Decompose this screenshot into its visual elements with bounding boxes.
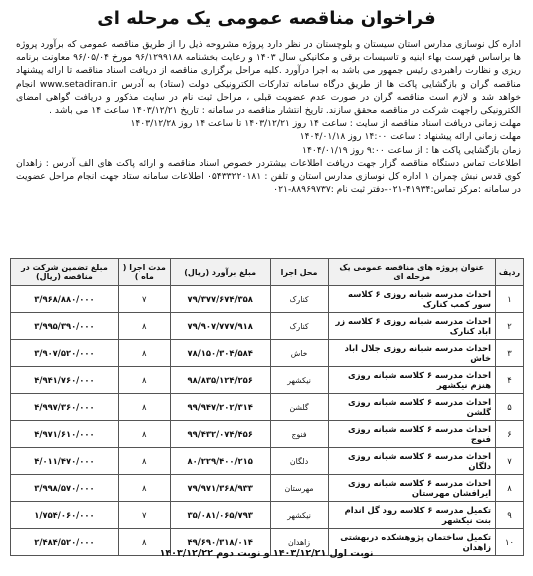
- row-number: ۵: [496, 394, 524, 421]
- project-title: تکمیل ساختمان پژوهشکده دربهشتی زاهدان: [328, 529, 496, 556]
- project-guarantee: ۴/۰۱۱/۴۷۰/۰۰۰: [11, 448, 119, 475]
- project-guarantee: ۴/۹۹۷/۳۶۰/۰۰۰: [11, 394, 119, 421]
- project-estimate: ۸۰/۲۲۹/۴۰۰/۲۱۵: [170, 448, 270, 475]
- project-title: احداث مدرسه ۶ کلاسه شبانه روزی دلگان: [328, 448, 496, 475]
- table-row: [11, 421, 524, 448]
- project-title: احداث مدرسه ۶ کلاسه شبانه روزی هنزم نیکشهر: [328, 367, 496, 394]
- project-location: کنارک: [270, 286, 328, 313]
- table-row: [11, 340, 524, 367]
- document-deadline: مهلت زمانی دریافت اسناد مناقصه از سایت : ساعت ۱۴ روز ۱۴۰۳/۱۲/۲۱ تا ساعت ۱۴ روز ۱۴۰۳/۱۲/۲۸: [130, 118, 521, 130]
- project-estimate: ۹۹/۴۳۲/۰۷۴/۴۵۶: [170, 421, 270, 448]
- opening-time: زمان بازگشایی پاکت ها : از ساعت ۹:۰۰ روز ۱۴۰۴/۰۱/۱۹: [302, 144, 521, 156]
- publication-dates: نوبت اول ۱۴۰۳/۱۲/۲۱ و نوبت دوم ۱۴۰۳/۱۲/۲۲: [159, 548, 374, 559]
- row-number: ۱۰: [496, 529, 524, 556]
- project-title: احداث مدرسه شبانه روزی ۶ کلاسه زر اباد کنارک: [328, 313, 496, 340]
- contact-info: اطلاعات تماس دستگاه مناقصه گزار جهت دریافت اطلاعات بیشتردر خصوص اسناد مناقصه و ارائه پاکت های الف آدرس : زاهدان کوی قدس نبش چمران ۱ اداره کل نوسازی مدارس استان و تلفن : ۰۵۴۳۳۲۲۰۱۸۱ اطلاعات سامانه ستاد جهت انجام مراحل عضویت در سامانه :مرکز تماس:۴۱۹۳۴-۰۲۱-دفتر ثبت نام :۸۸۹۶۹۷۳۷-۰۲۱: [16, 157, 522, 196]
- project-duration: ۸: [118, 448, 170, 475]
- project-location: نیکشهر: [270, 367, 328, 394]
- table-row: [11, 286, 524, 313]
- notice-body: [16, 38, 521, 196]
- project-guarantee: ۲/۴۸۴/۵۲۰/۰۰۰: [11, 529, 119, 556]
- project-title: احداث مدرسه ۶ کلاسه شبانه روزی فنوج: [328, 421, 496, 448]
- project-guarantee: ۴/۹۴۱/۷۶۰/۰۰۰: [11, 367, 119, 394]
- project-duration: ۷: [118, 502, 170, 529]
- row-number: ۶: [496, 421, 524, 448]
- header-duration: مدت اجرا ( ماه ): [118, 259, 170, 286]
- intro-paragraph: اداره کل نوسازی مدارس استان سیستان و بلوچستان در نظر دارد پروژه مشروحه ذیل را از طریق مناقصه عمومی که برآورد پروژه ها براساس فهرست بهاء ابنیه و تاسیسات برقی و مکانیکی سال ۱۴۰۳ و رعایت بخشنامه ۹۶/۱۲۹۹۱۸۸ مورخ ۹۶/۰۵/۰۴ معاونت برنامه ریزی و نظارت راهبردی رئیس جمهور می باشد به اجرا درآورد .کلیه مراحل برگزاری مناقصه از دریافت اسناد مناقصه تا ارائه پیشنهاد مناقصه گران و بازگشایی پاکت ها از طریق درگاه سامانه تدارکات الکترونیکی دولت (ستاد) به آدرس www.setadiran.ir انجام خواهد شد و لازم است مناقصه گران در صورت عدم عضویت قبلی ، مراحل ثبت نام در سایت مذکور و دریافت گواهی امضای الکترونیکی راجهت شرکت در مناقصه محقق سازند. تاریخ انتشار مناقصه در سامانه : تاریخ ۱۴۰۳/۱۲/۲۱ ساعت ۱۴ می باشد .: [16, 39, 521, 117]
- project-guarantee: ۴/۹۷۱/۶۱۰/۰۰۰: [11, 421, 119, 448]
- project-location: فنوج: [270, 421, 328, 448]
- project-estimate: ۷۹/۹۰۷/۷۷۷/۹۱۸: [170, 313, 270, 340]
- project-location: نیکشهر: [270, 502, 328, 529]
- project-duration: ۸: [118, 313, 170, 340]
- proposal-deadline: مهلت زمانی ارائه پیشنهاد : ساعت ۱۴:۰۰ روز ۱۴۰۴/۰۱/۱۸: [299, 131, 521, 143]
- project-location: مهرستان: [270, 475, 328, 502]
- project-duration: ۸: [118, 367, 170, 394]
- projects-table: [10, 258, 524, 556]
- row-number: ۸: [496, 475, 524, 502]
- header-estimate: مبلغ برآورد (ریال): [170, 259, 270, 286]
- project-title: احداث مدرسه شبانه روزی جلال اباد خاش: [328, 340, 496, 367]
- project-duration: ۸: [118, 421, 170, 448]
- project-guarantee: ۱/۷۵۴/۰۶۰/۰۰۰: [11, 502, 119, 529]
- notice-title: فراخوان مناقصه عمومی یک مرحله ای: [97, 8, 436, 29]
- table-row: [11, 475, 524, 502]
- row-number: ۹: [496, 502, 524, 529]
- project-estimate: ۳۵/۰۸۱/۰۶۵/۷۹۳: [170, 502, 270, 529]
- project-estimate: ۴۹/۶۹۰/۳۱۸/۰۱۴: [170, 529, 270, 556]
- project-location: گلشن: [270, 394, 328, 421]
- project-location: دلگان: [270, 448, 328, 475]
- project-estimate: ۹۸/۸۳۵/۱۲۴/۲۵۶: [170, 367, 270, 394]
- row-number: ۷: [496, 448, 524, 475]
- project-title: احداث مدرسه ۶ کلاسه شبانه روزی گلشن: [328, 394, 496, 421]
- project-guarantee: ۳/۹۹۵/۳۹۰/۰۰۰: [11, 313, 119, 340]
- table-row: [11, 367, 524, 394]
- table-header-row: [11, 259, 524, 286]
- project-location: زاهدان: [270, 529, 328, 556]
- header-row-number: ردیف: [496, 259, 524, 286]
- table-row: [11, 448, 524, 475]
- project-location: خاش: [270, 340, 328, 367]
- project-duration: ۸: [118, 475, 170, 502]
- row-number: ۲: [496, 313, 524, 340]
- project-guarantee: ۳/۹۹۸/۵۷۰/۰۰۰: [11, 475, 119, 502]
- project-title: احداث مدرسه شبانه روزی ۶ کلاسه سور کمب کنارک: [328, 286, 496, 313]
- project-guarantee: ۳/۹۰۷/۵۲۰/۰۰۰: [11, 340, 119, 367]
- project-guarantee: ۳/۹۶۸/۸۸۰/۰۰۰: [11, 286, 119, 313]
- project-estimate: ۹۹/۹۴۷/۲۰۲/۳۱۴: [170, 394, 270, 421]
- header-location: محل اجرا: [270, 259, 328, 286]
- table-row: [11, 502, 524, 529]
- project-estimate: ۷۸/۱۵۰/۳۰۴/۵۸۴: [170, 340, 270, 367]
- project-title: احداث مدرسه ۶ کلاسه شبانه روزی ایرافشان مهرستان: [328, 475, 496, 502]
- row-number: ۳: [496, 340, 524, 367]
- table-row: [11, 313, 524, 340]
- header-project-title: عنوان پروژه های مناقصه عمومی یک مرحله ای: [328, 259, 496, 286]
- table-row: [11, 394, 524, 421]
- row-number: ۴: [496, 367, 524, 394]
- project-title: تکمیل مدرسه ۶ کلاسه رود گل اندام بنت نیکشهر: [328, 502, 496, 529]
- project-estimate: ۷۹/۹۷۱/۳۶۸/۹۳۳: [170, 475, 270, 502]
- project-duration: ۸: [118, 394, 170, 421]
- project-duration: ۸: [118, 529, 170, 556]
- header-guarantee: مبلغ تضمین شرکت در مناقصه (ریال): [11, 259, 119, 286]
- row-number: ۱: [496, 286, 524, 313]
- project-duration: ۸: [118, 340, 170, 367]
- project-location: کنارک: [270, 313, 328, 340]
- project-estimate: ۷۹/۳۷۷/۶۷۴/۳۵۸: [170, 286, 270, 313]
- project-duration: ۷: [118, 286, 170, 313]
